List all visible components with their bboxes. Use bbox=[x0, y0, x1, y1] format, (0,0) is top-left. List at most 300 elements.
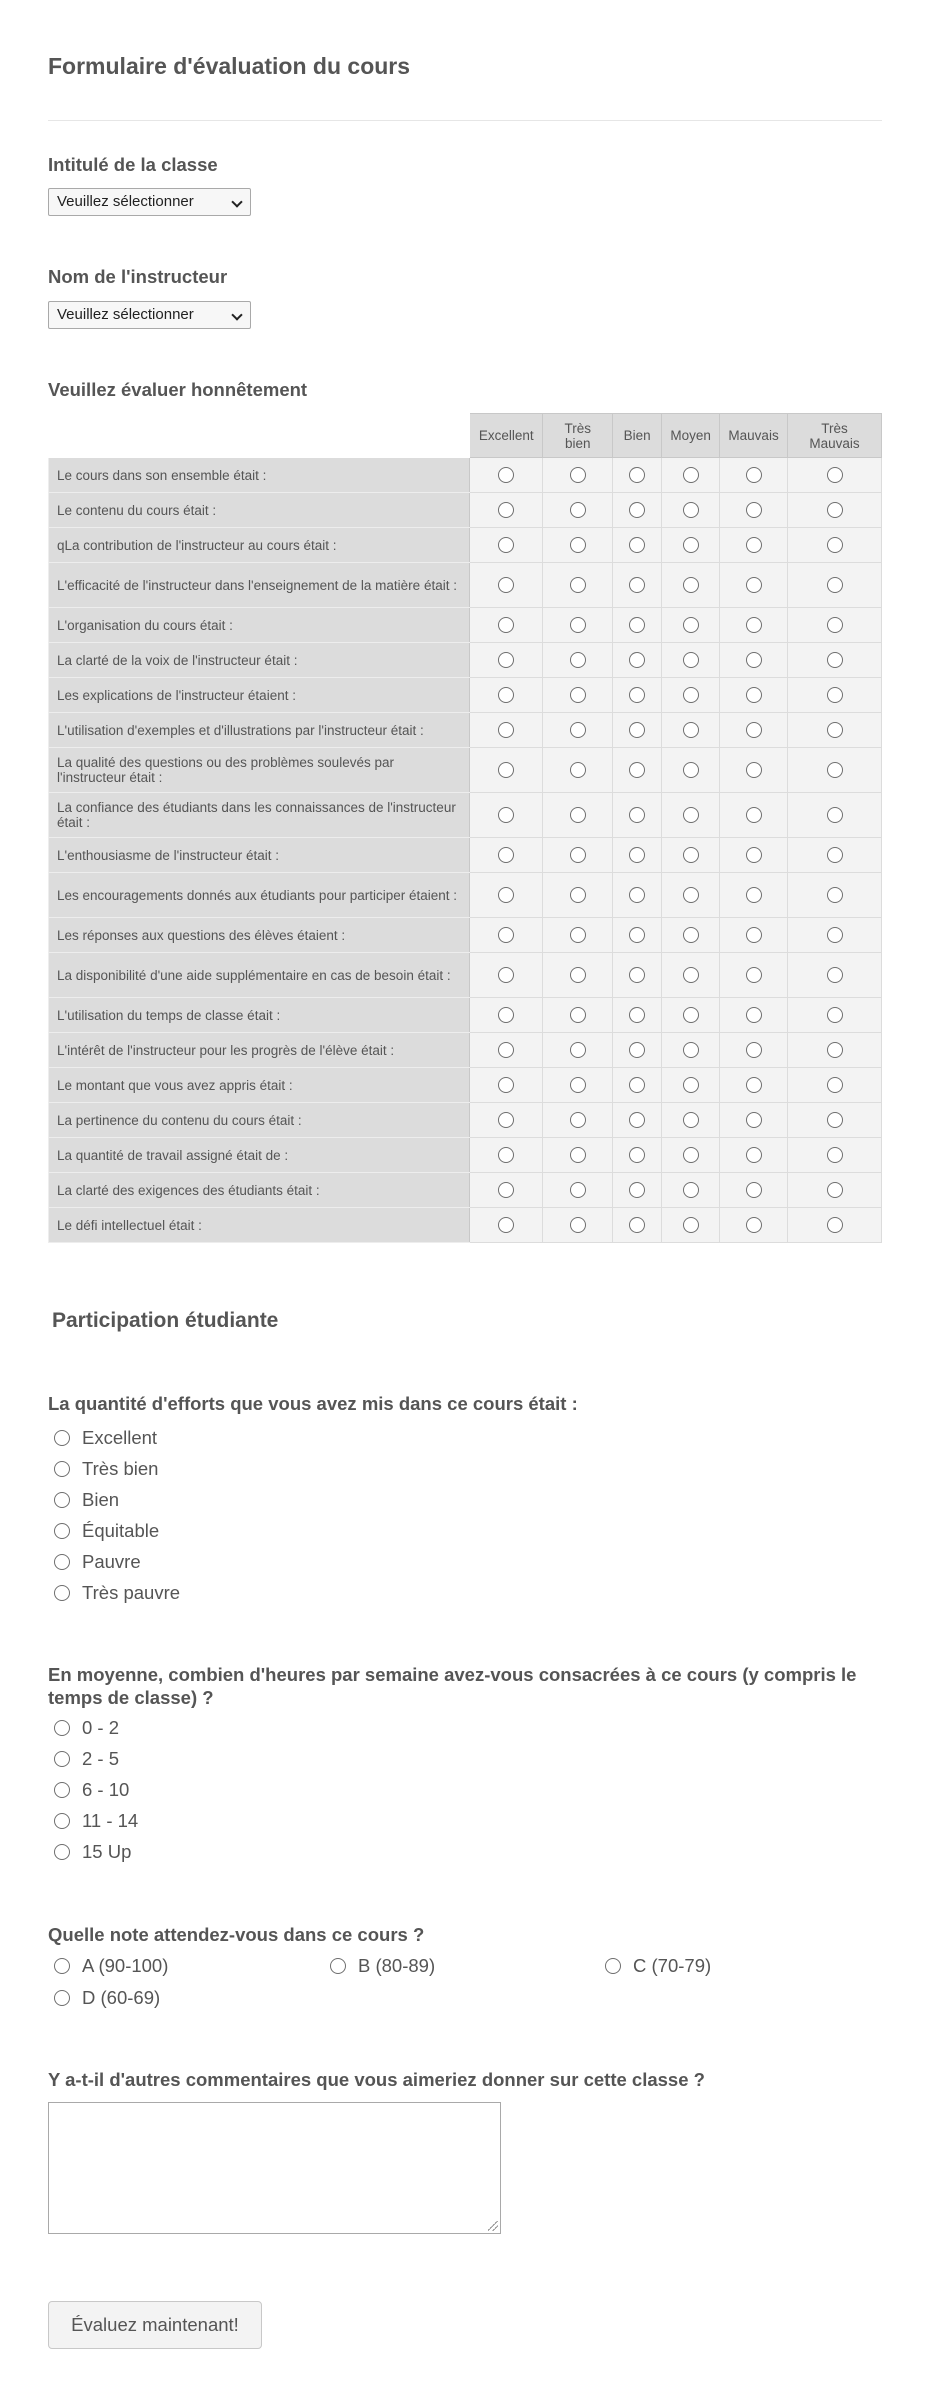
matrix-row bbox=[49, 678, 882, 713]
rating-radio[interactable] bbox=[570, 617, 586, 633]
hours-option-label: 2 - 5 bbox=[82, 1748, 120, 1769]
matrix-cell bbox=[662, 713, 720, 748]
radio-button[interactable] bbox=[54, 1844, 70, 1860]
rating-radio[interactable] bbox=[498, 762, 514, 778]
effort-option[interactable] bbox=[54, 1551, 141, 1573]
matrix-cell bbox=[470, 1068, 543, 1103]
matrix-cell bbox=[720, 493, 788, 528]
matrix-row-label: L'utilisation d'exemples et d'illustrations par l'instructeur était : bbox=[49, 713, 470, 748]
rating-radio[interactable] bbox=[746, 1217, 762, 1233]
matrix-cell bbox=[788, 1138, 882, 1173]
rating-radio[interactable] bbox=[746, 1182, 762, 1198]
rating-radio[interactable] bbox=[629, 927, 645, 943]
rating-radio[interactable] bbox=[827, 617, 843, 633]
rating-radio[interactable] bbox=[498, 502, 514, 518]
rating-radio[interactable] bbox=[827, 537, 843, 553]
matrix-cell bbox=[613, 1138, 662, 1173]
matrix-cell bbox=[720, 873, 788, 918]
rating-radio[interactable] bbox=[683, 1042, 699, 1058]
rating-radio[interactable] bbox=[498, 1147, 514, 1163]
class-select[interactable] bbox=[48, 188, 251, 216]
rating-radio[interactable] bbox=[498, 847, 514, 863]
matrix-cell bbox=[788, 1208, 882, 1243]
resize-grip-icon[interactable] bbox=[488, 2221, 498, 2231]
rating-radio[interactable] bbox=[629, 1042, 645, 1058]
rating-radio[interactable] bbox=[629, 1182, 645, 1198]
rating-radio[interactable] bbox=[498, 687, 514, 703]
grade-option-label: A (90-100) bbox=[82, 1955, 169, 1976]
rating-radio[interactable] bbox=[683, 807, 699, 823]
rating-radio[interactable] bbox=[570, 1077, 586, 1093]
grade-option[interactable] bbox=[330, 1955, 435, 1977]
rating-radio[interactable] bbox=[570, 1042, 586, 1058]
matrix-row-label: La confiance des étudiants dans les connaissances de l'instructeur était : bbox=[49, 793, 470, 838]
rating-radio[interactable] bbox=[683, 502, 699, 518]
matrix-row bbox=[49, 793, 882, 838]
matrix-row bbox=[49, 918, 882, 953]
matrix-cell bbox=[788, 918, 882, 953]
matrix-col-header: Bien bbox=[613, 414, 662, 458]
effort-label: La quantité d'efforts que vous avez mis dans ce cours était : bbox=[48, 1393, 578, 1414]
rating-radio[interactable] bbox=[629, 687, 645, 703]
radio-button[interactable] bbox=[54, 1461, 70, 1477]
rating-radio[interactable] bbox=[498, 1077, 514, 1093]
rating-radio[interactable] bbox=[746, 1007, 762, 1023]
matrix-row bbox=[49, 608, 882, 643]
matrix-col-header: Très bien bbox=[543, 414, 613, 458]
chevron-down-icon bbox=[231, 196, 242, 207]
matrix-cell bbox=[613, 1208, 662, 1243]
rating-radio[interactable] bbox=[746, 762, 762, 778]
rating-radio[interactable] bbox=[683, 1112, 699, 1128]
rating-radio[interactable] bbox=[746, 652, 762, 668]
matrix-row-label: L'intérêt de l'instructeur pour les progrès de l'élève était : bbox=[49, 1033, 470, 1068]
rating-radio[interactable] bbox=[570, 1007, 586, 1023]
matrix-cell bbox=[470, 493, 543, 528]
matrix-row-label: Le montant que vous avez appris était : bbox=[49, 1068, 470, 1103]
matrix-cell bbox=[543, 838, 613, 873]
matrix-cell bbox=[613, 563, 662, 608]
rating-radio[interactable] bbox=[570, 1182, 586, 1198]
chevron-down-icon bbox=[231, 309, 242, 320]
matrix-col-header: Très Mauvais bbox=[788, 414, 882, 458]
class-label: Intitulé de la classe bbox=[48, 154, 218, 175]
rating-radio[interactable] bbox=[629, 502, 645, 518]
rating-radio[interactable] bbox=[683, 687, 699, 703]
rating-radio[interactable] bbox=[827, 927, 843, 943]
effort-option[interactable] bbox=[54, 1489, 119, 1511]
radio-button[interactable] bbox=[54, 1554, 70, 1570]
effort-option[interactable] bbox=[54, 1458, 158, 1480]
matrix-cell bbox=[788, 608, 882, 643]
rating-radio[interactable] bbox=[629, 1217, 645, 1233]
matrix-cell bbox=[613, 953, 662, 998]
radio-button[interactable] bbox=[54, 1782, 70, 1798]
rating-radio[interactable] bbox=[827, 1077, 843, 1093]
rating-radio[interactable] bbox=[683, 1147, 699, 1163]
matrix-cell bbox=[720, 1033, 788, 1068]
matrix-row bbox=[49, 838, 882, 873]
rating-radio[interactable] bbox=[570, 577, 586, 593]
matrix-cell bbox=[470, 748, 543, 793]
matrix-col-header: Excellent bbox=[470, 414, 543, 458]
rating-radio[interactable] bbox=[570, 1147, 586, 1163]
matrix-row bbox=[49, 1138, 882, 1173]
rating-radio[interactable] bbox=[498, 537, 514, 553]
hours-option[interactable] bbox=[54, 1810, 138, 1832]
rating-radio[interactable] bbox=[827, 502, 843, 518]
rating-radio[interactable] bbox=[683, 847, 699, 863]
matrix-cell bbox=[720, 748, 788, 793]
matrix-cell bbox=[720, 1173, 788, 1208]
matrix-cell bbox=[662, 793, 720, 838]
rating-radio[interactable] bbox=[498, 467, 514, 483]
radio-button[interactable] bbox=[54, 1585, 70, 1601]
matrix-row-label: Les explications de l'instructeur étaient : bbox=[49, 678, 470, 713]
rating-radio[interactable] bbox=[746, 967, 762, 983]
matrix-cell bbox=[662, 1138, 720, 1173]
matrix-col-header: Mauvais bbox=[720, 414, 788, 458]
matrix-cell bbox=[543, 748, 613, 793]
rating-radio[interactable] bbox=[629, 467, 645, 483]
matrix-cell bbox=[543, 953, 613, 998]
effort-option[interactable] bbox=[54, 1427, 157, 1449]
comments-textarea[interactable] bbox=[48, 2102, 501, 2234]
matrix-cell bbox=[720, 458, 788, 493]
matrix-row bbox=[49, 1033, 882, 1068]
matrix-cell bbox=[720, 563, 788, 608]
hours-label-line1: En moyenne, combien d'heures par semaine avez-vous consacrées à ce cours (y compris le bbox=[48, 1664, 857, 1685]
rating-radio[interactable] bbox=[629, 967, 645, 983]
rating-radio[interactable] bbox=[746, 722, 762, 738]
matrix-cell bbox=[662, 748, 720, 793]
rating-radio[interactable] bbox=[827, 847, 843, 863]
rating-radio[interactable] bbox=[570, 687, 586, 703]
rating-radio[interactable] bbox=[498, 652, 514, 668]
rating-radio[interactable] bbox=[683, 1077, 699, 1093]
rating-radio[interactable] bbox=[827, 1007, 843, 1023]
matrix-cell bbox=[662, 608, 720, 643]
rating-radio[interactable] bbox=[498, 577, 514, 593]
matrix-cell bbox=[543, 1033, 613, 1068]
rating-radio[interactable] bbox=[570, 1217, 586, 1233]
rating-radio[interactable] bbox=[683, 927, 699, 943]
rating-radio[interactable] bbox=[498, 967, 514, 983]
matrix-row-label: Le cours dans son ensemble était : bbox=[49, 458, 470, 493]
rating-radio[interactable] bbox=[570, 1112, 586, 1128]
rating-radio[interactable] bbox=[746, 537, 762, 553]
matrix-cell bbox=[470, 1208, 543, 1243]
matrix-cell bbox=[543, 678, 613, 713]
effort-option[interactable] bbox=[54, 1582, 180, 1604]
matrix-cell bbox=[613, 1033, 662, 1068]
rating-radio[interactable] bbox=[683, 762, 699, 778]
title-divider bbox=[48, 120, 882, 121]
radio-button[interactable] bbox=[330, 1958, 346, 1974]
rating-radio[interactable] bbox=[827, 1182, 843, 1198]
rating-radio[interactable] bbox=[746, 1077, 762, 1093]
rating-radio[interactable] bbox=[498, 1112, 514, 1128]
rating-radio[interactable] bbox=[827, 807, 843, 823]
matrix-row bbox=[49, 563, 882, 608]
hours-option[interactable] bbox=[54, 1717, 119, 1739]
rating-radio[interactable] bbox=[570, 807, 586, 823]
matrix-cell bbox=[662, 873, 720, 918]
rating-radio[interactable] bbox=[570, 467, 586, 483]
matrix-cell bbox=[788, 678, 882, 713]
hours-option-label: 11 - 14 bbox=[82, 1810, 139, 1831]
radio-button[interactable] bbox=[54, 1751, 70, 1767]
rating-radio[interactable] bbox=[570, 887, 586, 903]
rating-radio[interactable] bbox=[683, 577, 699, 593]
matrix-row-label: L'utilisation du temps de classe était : bbox=[49, 998, 470, 1033]
effort-option[interactable] bbox=[54, 1520, 159, 1542]
matrix-cell bbox=[720, 643, 788, 678]
submit-button[interactable]: Évaluez maintenant! bbox=[48, 2301, 262, 2349]
matrix-cell bbox=[613, 1103, 662, 1138]
grade-option[interactable] bbox=[605, 1955, 711, 1977]
matrix-cell bbox=[788, 953, 882, 998]
rating-radio[interactable] bbox=[570, 847, 586, 863]
matrix-cell bbox=[662, 528, 720, 563]
matrix-cell bbox=[613, 838, 662, 873]
rating-radio[interactable] bbox=[683, 1007, 699, 1023]
rating-radio[interactable] bbox=[683, 652, 699, 668]
matrix-cell bbox=[470, 873, 543, 918]
rating-radio[interactable] bbox=[827, 652, 843, 668]
rating-radio[interactable] bbox=[683, 722, 699, 738]
matrix-row bbox=[49, 493, 882, 528]
rating-radio[interactable] bbox=[498, 1217, 514, 1233]
instructor-select[interactable] bbox=[48, 301, 251, 329]
matrix-row bbox=[49, 1173, 882, 1208]
rating-radio[interactable] bbox=[827, 577, 843, 593]
rating-radio[interactable] bbox=[683, 1217, 699, 1233]
rating-radio[interactable] bbox=[629, 722, 645, 738]
matrix-cell bbox=[543, 528, 613, 563]
matrix-row bbox=[49, 748, 882, 793]
matrix-cell bbox=[788, 838, 882, 873]
rating-radio[interactable] bbox=[827, 762, 843, 778]
rating-radio[interactable] bbox=[746, 1147, 762, 1163]
matrix-row-label: qLa contribution de l'instructeur au cours était : bbox=[49, 528, 470, 563]
hours-option[interactable] bbox=[54, 1779, 129, 1801]
radio-button[interactable] bbox=[54, 1523, 70, 1539]
effort-option-label: Équitable bbox=[82, 1520, 160, 1541]
matrix-row-label: La quantité de travail assigné était de : bbox=[49, 1138, 470, 1173]
radio-button[interactable] bbox=[54, 1813, 70, 1829]
rating-label: Veuillez évaluer honnêtement bbox=[48, 379, 308, 400]
radio-button[interactable] bbox=[605, 1958, 621, 1974]
matrix-row bbox=[49, 713, 882, 748]
matrix-cell bbox=[788, 793, 882, 838]
hours-option-label: 0 - 2 bbox=[82, 1717, 120, 1738]
rating-radio[interactable] bbox=[629, 807, 645, 823]
matrix-cell bbox=[720, 713, 788, 748]
rating-radio[interactable] bbox=[629, 577, 645, 593]
rating-radio[interactable] bbox=[498, 617, 514, 633]
effort-option-label: Très bien bbox=[82, 1458, 159, 1479]
matrix-cell bbox=[720, 998, 788, 1033]
matrix-cell bbox=[613, 608, 662, 643]
rating-radio[interactable] bbox=[746, 807, 762, 823]
matrix-row-label: La pertinence du contenu du cours était : bbox=[49, 1103, 470, 1138]
rating-radio[interactable] bbox=[629, 847, 645, 863]
matrix-cell bbox=[662, 1208, 720, 1243]
matrix-row-label: Le contenu du cours était : bbox=[49, 493, 470, 528]
rating-radio[interactable] bbox=[629, 762, 645, 778]
rating-radio[interactable] bbox=[629, 1077, 645, 1093]
rating-radio[interactable] bbox=[683, 887, 699, 903]
instructor-select-value: Veuillez sélectionner bbox=[57, 306, 194, 323]
matrix-row-label: L'efficacité de l'instructeur dans l'enseignement de la matière était : bbox=[49, 563, 470, 608]
rating-radio[interactable] bbox=[629, 887, 645, 903]
matrix-corner bbox=[49, 414, 470, 458]
rating-radio[interactable] bbox=[827, 687, 843, 703]
matrix-cell bbox=[662, 838, 720, 873]
radio-button[interactable] bbox=[54, 1492, 70, 1508]
rating-radio[interactable] bbox=[570, 722, 586, 738]
matrix-cell bbox=[788, 458, 882, 493]
rating-radio[interactable] bbox=[746, 502, 762, 518]
hours-label bbox=[48, 1663, 856, 1709]
matrix-cell bbox=[470, 1138, 543, 1173]
rating-radio[interactable] bbox=[746, 927, 762, 943]
rating-radio[interactable] bbox=[746, 617, 762, 633]
grade-option[interactable] bbox=[54, 1955, 168, 1977]
matrix-cell bbox=[613, 873, 662, 918]
matrix-cell bbox=[543, 493, 613, 528]
matrix-body bbox=[49, 458, 882, 1243]
rating-radio[interactable] bbox=[498, 1042, 514, 1058]
matrix-row-label: La clarté de la voix de l'instructeur était : bbox=[49, 643, 470, 678]
matrix-cell bbox=[720, 838, 788, 873]
matrix-cell bbox=[470, 678, 543, 713]
section-title: Participation étudiante bbox=[52, 1309, 279, 1332]
matrix-row-label: L'organisation du cours était : bbox=[49, 608, 470, 643]
rating-radio[interactable] bbox=[498, 807, 514, 823]
rating-radio[interactable] bbox=[498, 722, 514, 738]
rating-radio[interactable] bbox=[629, 537, 645, 553]
matrix-cell bbox=[788, 643, 882, 678]
rating-radio[interactable] bbox=[827, 1217, 843, 1233]
rating-radio[interactable] bbox=[498, 887, 514, 903]
rating-radio[interactable] bbox=[570, 537, 586, 553]
matrix-cell bbox=[543, 1103, 613, 1138]
rating-radio[interactable] bbox=[746, 1042, 762, 1058]
rating-radio[interactable] bbox=[827, 722, 843, 738]
instructor-label: Nom de l'instructeur bbox=[48, 266, 228, 287]
matrix-cell bbox=[543, 873, 613, 918]
rating-radio[interactable] bbox=[683, 467, 699, 483]
hours-option[interactable] bbox=[54, 1841, 131, 1863]
rating-radio[interactable] bbox=[570, 762, 586, 778]
rating-radio[interactable] bbox=[629, 1147, 645, 1163]
effort-option-label: Très pauvre bbox=[82, 1582, 181, 1603]
rating-radio[interactable] bbox=[498, 1182, 514, 1198]
rating-radio[interactable] bbox=[629, 1112, 645, 1128]
grade-label: Quelle note attendez-vous dans ce cours ? bbox=[48, 1924, 425, 1945]
matrix-cell bbox=[662, 998, 720, 1033]
matrix-cell bbox=[613, 713, 662, 748]
matrix-cell bbox=[788, 563, 882, 608]
matrix-header-row bbox=[49, 414, 882, 458]
rating-radio[interactable] bbox=[498, 1007, 514, 1023]
matrix-cell bbox=[788, 528, 882, 563]
matrix-cell bbox=[662, 643, 720, 678]
rating-radio[interactable] bbox=[827, 887, 843, 903]
comments-label: Y a-t-il d'autres commentaires que vous aimeriez donner sur cette classe ? bbox=[48, 2069, 705, 2090]
matrix-row bbox=[49, 1068, 882, 1103]
matrix-cell bbox=[470, 1033, 543, 1068]
matrix-cell bbox=[470, 793, 543, 838]
radio-button[interactable] bbox=[54, 1720, 70, 1736]
matrix-cell bbox=[662, 563, 720, 608]
rating-radio[interactable] bbox=[683, 1182, 699, 1198]
rating-radio[interactable] bbox=[570, 927, 586, 943]
matrix-cell bbox=[470, 1173, 543, 1208]
matrix-cell bbox=[613, 678, 662, 713]
grade-option-label: B (80-89) bbox=[358, 1955, 436, 1976]
matrix-cell bbox=[470, 608, 543, 643]
rating-radio[interactable] bbox=[827, 1147, 843, 1163]
rating-radio[interactable] bbox=[683, 537, 699, 553]
effort-option-label: Excellent bbox=[82, 1427, 158, 1448]
matrix-cell bbox=[470, 528, 543, 563]
rating-radio[interactable] bbox=[570, 967, 586, 983]
matrix-cell bbox=[720, 1068, 788, 1103]
rating-radio[interactable] bbox=[827, 967, 843, 983]
matrix-cell bbox=[662, 458, 720, 493]
rating-radio[interactable] bbox=[629, 652, 645, 668]
rating-radio[interactable] bbox=[683, 617, 699, 633]
rating-radio[interactable] bbox=[629, 1007, 645, 1023]
rating-radio[interactable] bbox=[746, 467, 762, 483]
effort-option-label: Pauvre bbox=[82, 1551, 141, 1572]
rating-radio[interactable] bbox=[746, 847, 762, 863]
rating-radio[interactable] bbox=[570, 652, 586, 668]
rating-radio[interactable] bbox=[827, 1112, 843, 1128]
radio-button[interactable] bbox=[54, 1990, 70, 2006]
matrix-cell bbox=[470, 918, 543, 953]
matrix-cell bbox=[613, 643, 662, 678]
rating-radio[interactable] bbox=[746, 687, 762, 703]
rating-matrix bbox=[48, 413, 882, 1243]
matrix-cell bbox=[788, 713, 882, 748]
matrix-cell bbox=[543, 1173, 613, 1208]
rating-radio[interactable] bbox=[746, 887, 762, 903]
radio-button[interactable] bbox=[54, 1958, 70, 1974]
matrix-cell bbox=[543, 643, 613, 678]
rating-radio[interactable] bbox=[683, 967, 699, 983]
matrix-cell bbox=[613, 493, 662, 528]
rating-radio[interactable] bbox=[570, 502, 586, 518]
matrix-cell bbox=[720, 1103, 788, 1138]
hours-option[interactable] bbox=[54, 1748, 119, 1770]
matrix-row bbox=[49, 1103, 882, 1138]
grade-option[interactable] bbox=[54, 1987, 160, 2009]
rating-radio[interactable] bbox=[746, 1112, 762, 1128]
matrix-cell bbox=[470, 953, 543, 998]
class-select-value: Veuillez sélectionner bbox=[57, 193, 194, 210]
rating-radio[interactable] bbox=[827, 1042, 843, 1058]
rating-radio[interactable] bbox=[827, 467, 843, 483]
rating-radio[interactable] bbox=[746, 577, 762, 593]
rating-radio[interactable] bbox=[498, 927, 514, 943]
rating-radio[interactable] bbox=[629, 617, 645, 633]
radio-button[interactable] bbox=[54, 1430, 70, 1446]
matrix-cell bbox=[788, 493, 882, 528]
